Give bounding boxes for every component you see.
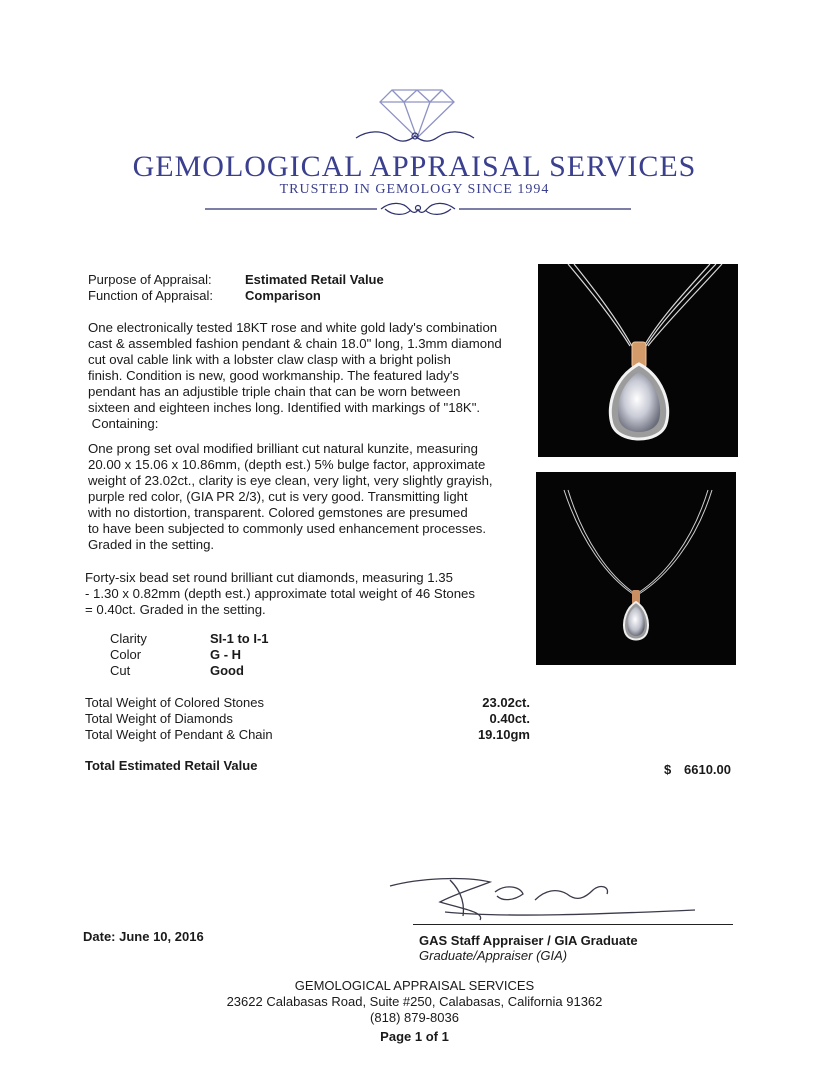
weight-value-diamonds: 0.40ct. xyxy=(489,711,530,726)
diamond-line: = 0.40ct. Graded in the setting. xyxy=(85,602,266,617)
description-line: cast & assembled fashion pendant & chain 18.0" long, 1.3mm diamond xyxy=(88,336,502,351)
weight-label-colored-stones: Total Weight of Colored Stones xyxy=(85,695,264,710)
description-line: Containing: xyxy=(88,416,159,431)
appraiser-title: GAS Staff Appraiser / GIA Graduate xyxy=(419,933,638,948)
kunzite-line: Graded in the setting. xyxy=(88,537,215,552)
kunzite-line: with no distortion, transparent. Colored gemstones are presumed xyxy=(88,505,468,520)
total-currency-symbol: $ xyxy=(664,762,672,777)
grade-value-clarity: SI-1 to I-1 xyxy=(210,631,269,646)
description-line: One electronically tested 18KT rose and white gold lady's combination xyxy=(88,320,498,335)
kunzite-line: to have been subjected to commonly used enhancement processes. xyxy=(88,521,487,536)
page-number: Page 1 of 1 xyxy=(380,1029,449,1044)
item-description xyxy=(88,320,533,432)
total-retail-label: Total Estimated Retail Value xyxy=(85,758,258,773)
pendant-closeup-photo xyxy=(538,264,738,457)
grade-value-cut: Good xyxy=(210,663,244,678)
weight-value-pendant-chain: 19.10gm xyxy=(477,727,530,742)
signature-line xyxy=(413,924,733,925)
description-line: finish. Condition is new, good workmanship. The featured lady's xyxy=(88,368,460,383)
necklace-full-illustration xyxy=(536,472,736,665)
company-name-heading: GEMOLOGICAL APPRAISAL SERVICES xyxy=(132,150,697,183)
purpose-value: Estimated Retail Value xyxy=(245,272,384,287)
description-line: cut oval cable link with a lobster claw clasp with a bright polish xyxy=(88,352,451,367)
necklace-full-photo xyxy=(536,472,736,665)
appraiser-subtitle: Graduate/Appraiser (GIA) xyxy=(419,948,568,963)
grade-label-clarity: Clarity xyxy=(110,631,147,646)
description-line: sixteen and eighteen inches long. Identified with markings of "18K". xyxy=(88,400,481,415)
footer-address: 23622 Calabasas Road, Suite #250, Calabasas, California 91362 xyxy=(226,994,603,1009)
pendant-closeup-illustration xyxy=(538,264,738,457)
diamond-line: Forty-six bead set round brilliant cut diamonds, measuring 1.35 xyxy=(85,570,453,585)
description-line: pendant has an adjustible triple chain that can be worn between xyxy=(88,384,461,399)
diamond-line: - 1.30 x 0.82mm (depth est.) approximate total weight of 46 Stones xyxy=(85,586,475,601)
ornament-top-icon xyxy=(352,128,478,146)
kunzite-line: One prong set oval modified brilliant cut natural kunzite, measuring xyxy=(88,441,478,456)
kunzite-line: purple red color, (GIA PR 2/3), cut is very good. Transmitting light xyxy=(88,489,468,504)
kunzite-line: 20.00 x 15.06 x 10.86mm, (depth est.) 5% bulge factor, approximate xyxy=(88,457,486,472)
grade-value-color: G - H xyxy=(210,647,242,662)
total-retail-value: 6610.00 xyxy=(684,762,731,777)
kunzite-line: weight of 23.02ct., clarity is eye clean, very light, very slightly grayish, xyxy=(88,473,493,488)
grade-label-cut: Cut xyxy=(110,663,131,678)
weight-label-pendant-chain: Total Weight of Pendant & Chain xyxy=(85,727,273,742)
ornament-divider-icon xyxy=(205,199,631,219)
weight-label-diamonds: Total Weight of Diamonds xyxy=(85,711,233,726)
function-label: Function of Appraisal: xyxy=(88,288,214,303)
company-tagline: TRUSTED IN GEMOLOGY SINCE 1994 xyxy=(279,182,550,197)
appraiser-signature xyxy=(385,872,705,927)
footer-phone: (818) 879-8036 xyxy=(370,1010,459,1025)
grade-label-color: Color xyxy=(110,647,142,662)
diamond-description xyxy=(85,570,530,618)
footer-company: GEMOLOGICAL APPRAISAL SERVICES xyxy=(294,978,535,993)
function-value: Comparison xyxy=(245,288,321,303)
kunzite-description xyxy=(88,441,533,553)
weight-value-colored-stones: 23.02ct. xyxy=(482,695,530,710)
appraisal-date: Date: June 10, 2016 xyxy=(83,929,204,944)
purpose-label: Purpose of Appraisal: xyxy=(88,272,212,287)
